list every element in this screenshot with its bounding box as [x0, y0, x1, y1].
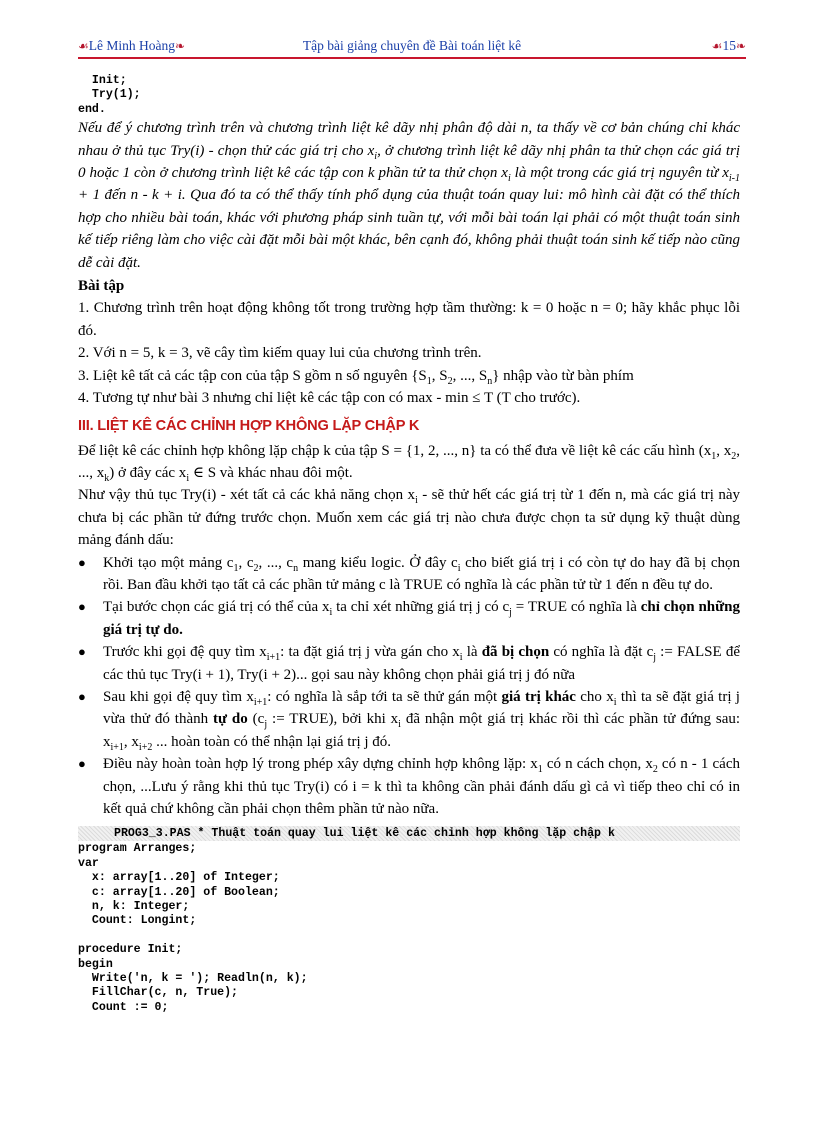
bullet-list	[78, 552, 740, 821]
program-title-bar: PROG3_3.PAS * Thuật toán quay lui liệt kê các chỉnh hợp không lặp chập k	[78, 826, 740, 841]
code-block-top	[78, 74, 740, 117]
page-content	[78, 74, 740, 1015]
code-line: Write('n, k = '); Readln(n, k);	[78, 972, 308, 986]
list-item: ● Điều này hoàn toàn hợp lý trong phép xây dựng chỉnh hợp không lặp: $x_1$ có n cách chọn, $x_2$ có n - 1 cách chọn, ...Lưu ý rằng khi thủ tục Try(i) có i = k thì ta không cần phải đánh dấu gì cả vì tiếp theo chỉ có in kết quả chứ không cần phải chọn thêm phần tử nào nữa.	[78, 753, 740, 820]
code-line: x: array[1..20] of Integer;	[78, 871, 280, 885]
list-item: ● Khởi tạo một mảng $c_1$, $c_2$, ..., $c_n$ mang kiểu logic. Ở đây $c_i$ cho biết giá trị i có còn tự do hay đã bị chọn rồi. Ban đầu khởi tạo tất cả các phần tử mảng c là TRUE có nghĩa là các phần tử từ 1 đến n đều tự do.	[78, 552, 740, 597]
code-line: FillChar(c, n, True);	[78, 986, 239, 1000]
exercise-4: 4. Tương tự như bài 3 nhưng chỉ liệt kê các tập con có max - min ≤ T (T cho trước).	[78, 390, 581, 407]
bullet-icon: ●	[78, 644, 86, 660]
code-line: end.	[78, 102, 106, 116]
code-line: var	[78, 856, 99, 870]
code-line: n, k: Integer;	[78, 900, 190, 914]
ornament-left-icon: ☙	[78, 39, 89, 53]
exercise-1: 1. Chương trình trên hoạt động không tốt trong trường hợp tầm thường: k = 0 hoặc n = 0; hãy khắc phục lỗi đó.	[78, 300, 740, 339]
exercise-2: 2. Với n = 5, k = 3, vẽ cây tìm kiếm quay lui của chương trình trên.	[78, 345, 482, 362]
code-line: procedure Init;	[78, 943, 183, 957]
page-header	[78, 34, 746, 56]
code-line: Try(1);	[78, 88, 141, 102]
section-paragraph-2: Như vậy thủ tục Try(i) - xét tất cả các khả năng chọn $x_i$ - sẽ thử hết các giá trị từ 1 đến n, mà các giá trị này chưa bị các phần tử đứng trước chọn. Muốn xem các giá trị nào chưa được chọn ta sử dụng kỹ thuật dùng mảng đánh dấu:	[78, 487, 740, 549]
author-name: Lê Minh Hoàng	[88, 38, 175, 53]
header-page-number	[712, 38, 746, 54]
exercise-3: 3. Liệt kê tất cả các tập con của tập S gồm n số nguyên {$S_1$, $S_2$, ..., $S_n$} nhập vào từ bàn phím	[78, 367, 634, 387]
header-rule	[78, 57, 746, 59]
code-line: Count: Longint;	[78, 914, 197, 928]
list-item: ● Sau khi gọi đệ quy tìm $x_{i+1}$: có nghĩa là sắp tới ta sẽ thử gán một giá trị khác cho $x_i$ thì ta sẽ đặt giá trị j vừa thử đó thành tự do ($c_j$ := TRUE), bởi khi $x_i$ đã nhận một giá trị khác rồi thì các phần tử đứng sau: $x_{i+1}$, $x_{i+2}$ ... hoàn toàn có thể nhận lại giá trị j đó.	[78, 686, 740, 753]
code-line	[78, 929, 740, 943]
bullet-icon: ●	[78, 599, 86, 615]
section-paragraph-1: Để liệt kê các chỉnh hợp không lặp chập k của tập S = {1, 2, ..., n} ta có thể đưa về liệt kê các cấu hình ($x_1$, $x_2$, ..., $x_k$) ở đây các $x_i$ ∈ S và khác nhau đôi một.	[78, 442, 741, 484]
ornament-right-icon: ❧	[175, 39, 186, 53]
section-heading: III. LIỆT KÊ CÁC CHỈNH HỢP KHÔNG LẶP CHẬP K	[78, 417, 420, 434]
italic-paragraph: Nếu để ý chương trình trên và chương trình liệt kê dãy nhị phân độ dài n, ta thấy về cơ bản chúng chỉ khác nhau ở thủ tục Try(i) - chọn thử các giá trị cho $x_i$, ở chương trình liệt kê dãy nhị phân ta thử chọn các giá trị 0 hoặc 1 còn ở chương trình liệt kê các tập con k phần tử ta thử chọn $x_i$ là một trong các giá trị nguyên từ $x_{i-1} + 1$ đến n - k + i. Qua đó ta có thể thấy tính phổ dụng của thuật toán quay lui: mô hình cài đặt có thể thích hợp cho nhiều bài toán, khác với phương pháp sinh tuần tự, với mỗi bài toán lại phải có một thuật toán sinh kế tiếp riêng làm cho việc cài đặt mỗi bài một khác, bên cạnh đó, không phải thuật toán sinh kế tiếp nào cũng dễ cài đặt.	[78, 120, 740, 271]
header-title: Tập bài giảng chuyên đề Bài toán liệt kê	[302, 38, 522, 53]
code-line: program Arranges;	[78, 842, 197, 856]
bullet-icon: ●	[78, 554, 86, 570]
list-item: ● Tại bước chọn các giá trị có thể của $x_i$ ta chỉ xét những giá trị j có $c_j$ = TRUE có nghĩa là chỉ chọn những giá trị tự do.	[78, 596, 740, 641]
program-code	[78, 842, 740, 1015]
ornament-left-icon: ☙	[711, 39, 723, 53]
bullet-icon: ●	[78, 688, 86, 704]
page-number: 15	[722, 38, 736, 53]
bullet-icon: ●	[78, 756, 86, 772]
exercises-title: Bài tập	[78, 278, 125, 295]
list-item: ● Trước khi gọi đệ quy tìm $x_{i+1}$: ta đặt giá trị j vừa gán cho $x_i$ là đã bị chọn có nghĩa là đặt $c_j$ := FALSE để các thủ tục Try(i + 1), Try(i + 2)... gọi sau này không chọn phải giá trị j đó nữa	[78, 641, 740, 686]
ornament-right-icon: ❧	[735, 39, 746, 53]
code-line: Init;	[78, 74, 127, 87]
code-line: c: array[1..20] of Boolean;	[78, 885, 280, 899]
code-line: begin	[78, 957, 113, 971]
code-line: Count := 0;	[78, 1000, 169, 1014]
